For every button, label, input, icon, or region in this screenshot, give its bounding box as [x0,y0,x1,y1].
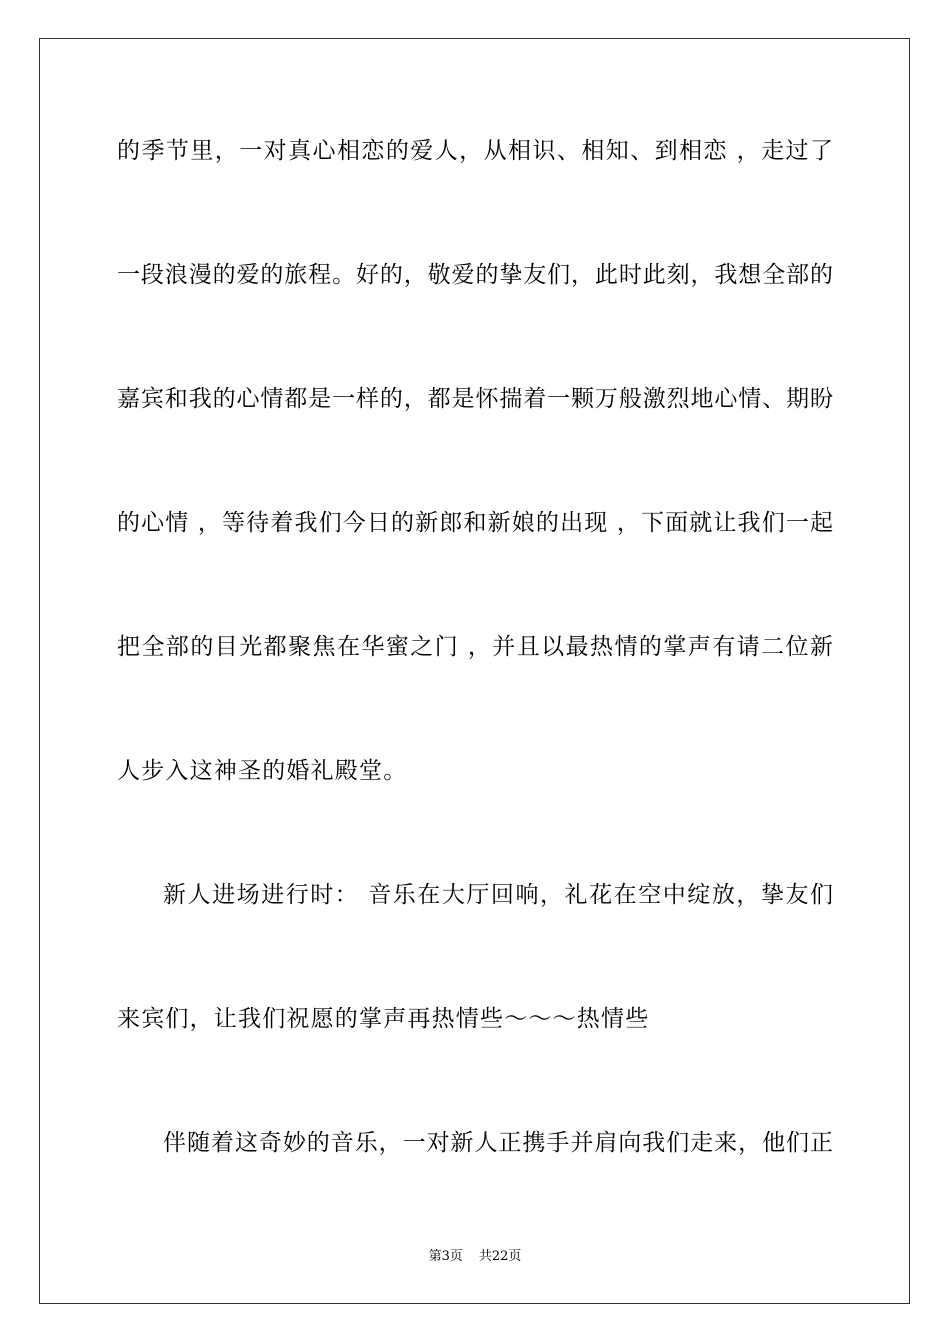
body-text-line-indented: 伴随着这奇妙的音乐，一对新人正携手并肩向我们走来，他们正 [163,1130,833,1156]
body-text-line: 嘉宾和我的心情都是一样的，都是怀揣着一颗万般激烈地心情、期盼 [117,386,833,412]
total-pages-label: 共22页 [478,1249,522,1264]
page-footer [0,1249,950,1265]
current-page-label: 第3页 [428,1249,463,1264]
body-text-line: 的季节里，一对真心相恋的爱人，从相识、相知、到相恋 ，走过了 [117,138,833,164]
body-text-line: 的心情 ，等待着我们今日的新郎和新娘的出现 ，下面就让我们一起 [117,510,833,536]
page-border [39,38,910,1304]
body-text-line-indented: 新人进场进行时： 音乐在大厅回响，礼花在空中绽放，挚友们 [163,882,833,908]
body-text-line: 来宾们，让我们祝愿的掌声再热情些～～～热情些 [117,1006,650,1032]
body-text-line: 人步入这神圣的婚礼殿堂。 [117,758,408,784]
body-text-line: 把全部的目光都聚焦在华蜜之门 ，并且以最热情的掌声有请二位新 [117,634,833,660]
body-text-line: 一段浪漫的爱的旅程。好的，敬爱的挚友们，此时此刻，我想全部的 [117,262,833,288]
